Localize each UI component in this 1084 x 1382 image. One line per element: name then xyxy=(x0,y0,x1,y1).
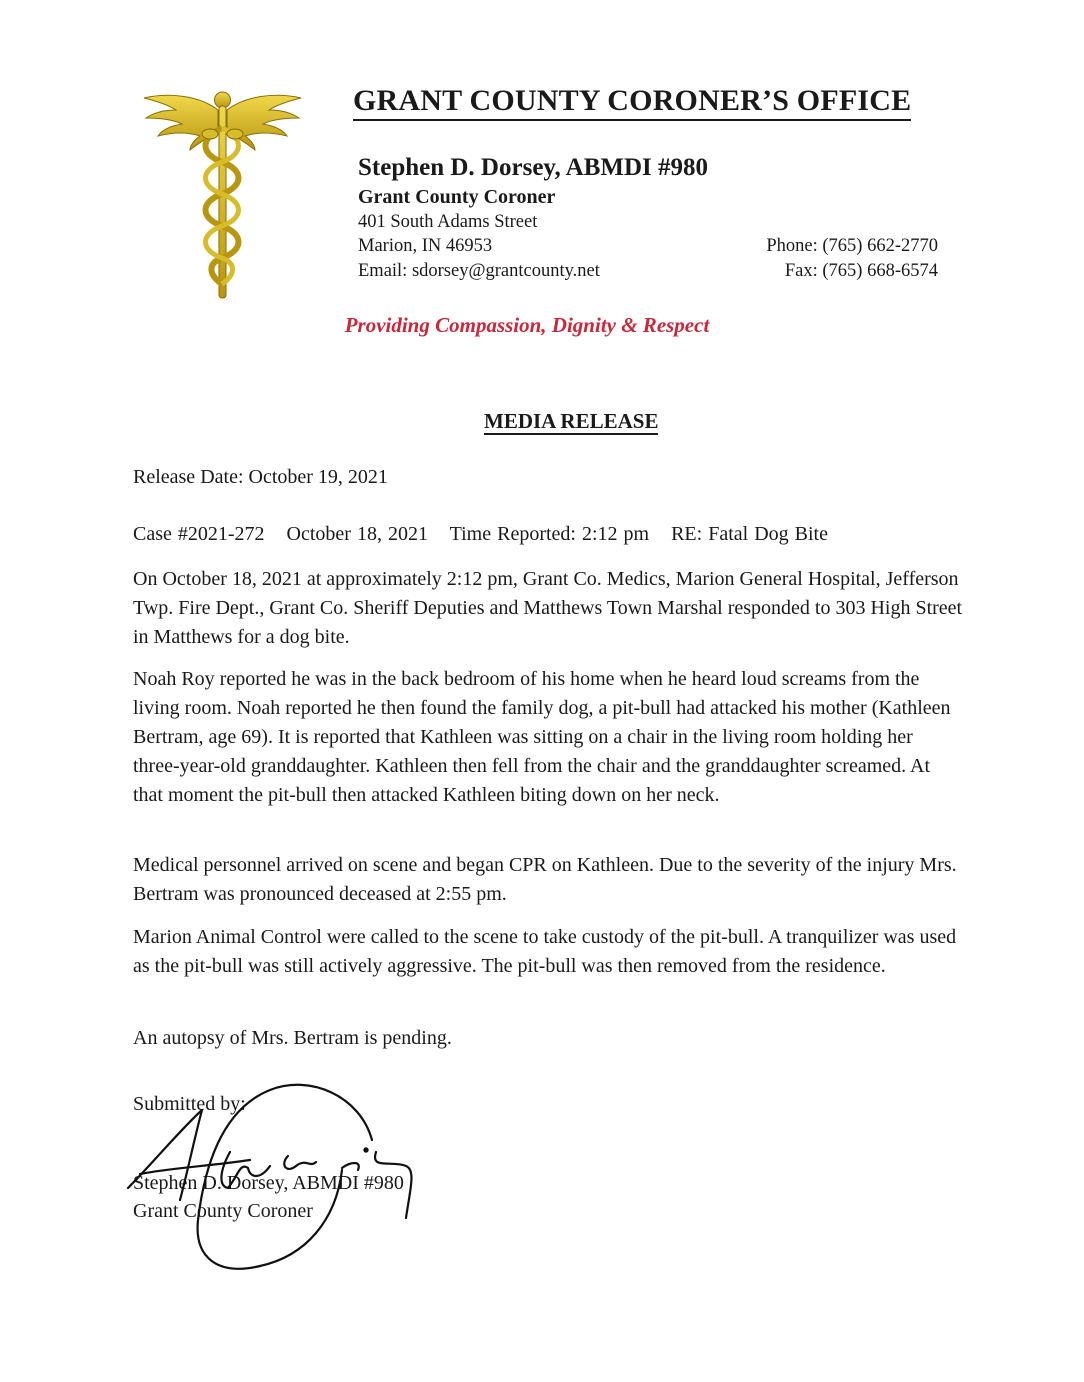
release-date: Release Date: October 19, 2021 xyxy=(133,466,388,488)
case-subject: RE: Fatal Dog Bite xyxy=(671,523,828,545)
signatory-name: Stephen D. Dorsey, ABMDI #980 xyxy=(133,1172,404,1194)
phone: Phone: (765) 662-2770 xyxy=(766,236,938,256)
coroner-title: Grant County Coroner xyxy=(358,186,556,208)
paragraph-response: On October 18, 2021 at approximately 2:12 pm, Grant Co. Medics, Marion General Hospital, Jefferson Twp. Fire Dept., Grant Co. Sheriff Deputies and Matthews Town Marshal responded to 303 High Street in Matthews for a dog bite. xyxy=(133,568,963,648)
fax: Fax: (765) 668-6574 xyxy=(784,261,938,281)
paragraph-account: Noah Roy reported he was in the back bedroom of his home when he heard loud screams from the living room. Noah reported he then found the family dog, a pit-bull had attacked his mother (Kathleen Bertram, age 69). It is reported that Kathleen was sitting on a chair in the living room holding her three-year-old granddaughter. Kathleen then fell from the chair and the granddaughter screamed. At that moment the pit-bull then attacked Kathleen biting down on her neck. xyxy=(133,668,951,806)
address-city: Marion, IN 46953 xyxy=(358,236,493,256)
paragraph-animal-control: Marion Animal Control were called to the scene to take custody of the pit-bull. A tranquilizer was used as the pit-bull was still actively aggressive. The pit-bull was then removed from the residence. xyxy=(133,926,957,977)
case-number: Case #2021-272 xyxy=(133,523,265,545)
coroner-name: Stephen D. Dorsey, ABMDI #980 xyxy=(358,154,709,181)
submitted-by-label: Submitted by: xyxy=(133,1093,246,1115)
case-date: October 18, 2021 xyxy=(286,523,428,545)
time-reported: Time Reported: 2:12 pm xyxy=(449,523,650,545)
caduceus-icon xyxy=(140,88,305,303)
address-street: 401 South Adams Street xyxy=(358,212,538,232)
paragraph-medical: Medical personnel arrived on scene and began CPR on Kathleen. Due to the severity of the injury Mrs. Bertram was pronounced deceased at 2:55 pm. xyxy=(133,854,957,905)
signatory-title: Grant County Coroner xyxy=(133,1200,313,1222)
office-title: GRANT COUNTY CORONER’S OFFICE xyxy=(353,84,911,121)
case-line xyxy=(133,523,844,546)
tagline: Providing Compassion, Dignity & Respect xyxy=(344,313,710,337)
handwritten-signature xyxy=(110,1070,470,1290)
media-release-heading: MEDIA RELEASE xyxy=(484,409,659,433)
paragraph-autopsy: An autopsy of Mrs. Bertram is pending. xyxy=(133,1027,452,1049)
email: Email: sdorsey@grantcounty.net xyxy=(358,261,600,281)
